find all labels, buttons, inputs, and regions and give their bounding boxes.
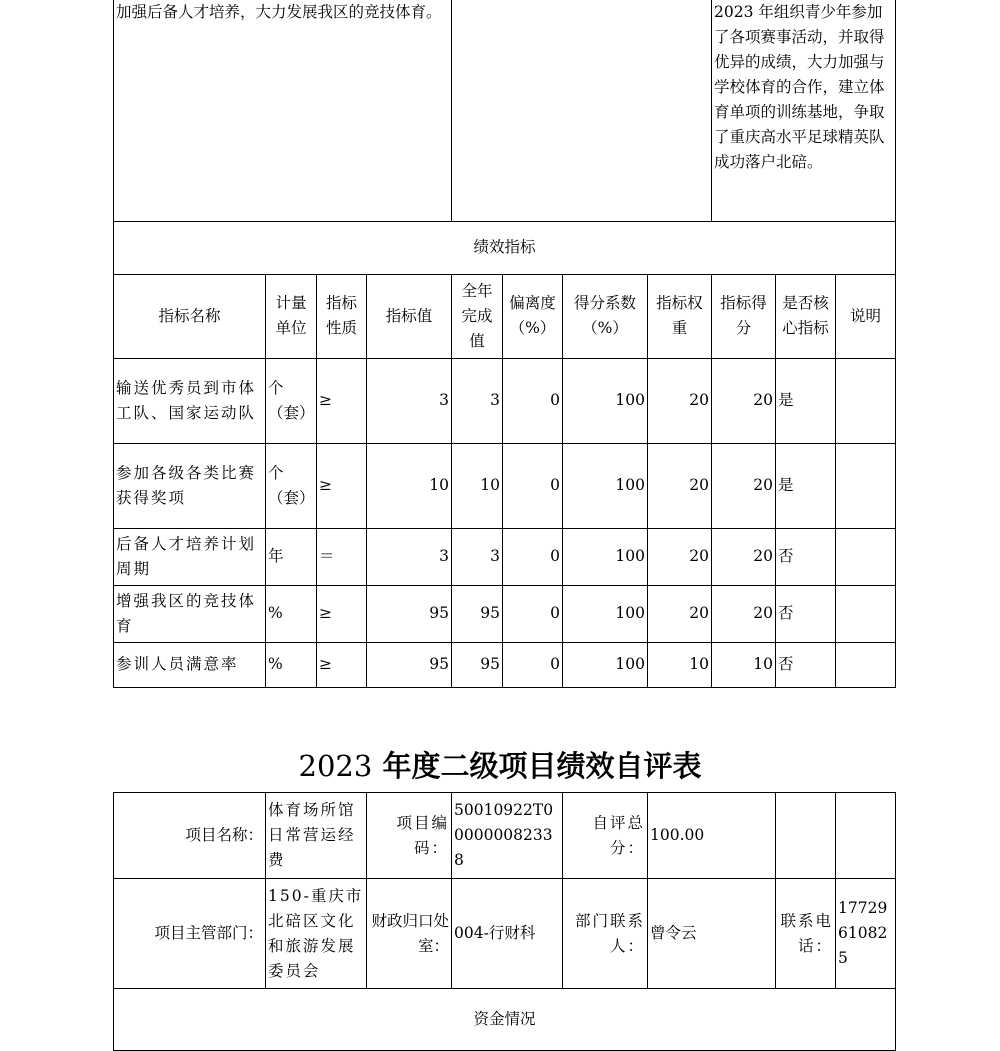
dept-value: 150-重庆市北碚区文化和旅游发展委员会 xyxy=(266,879,367,989)
empty-cell xyxy=(452,0,712,221)
table-row xyxy=(114,642,896,687)
row-name: 后备人才培养计划周期 xyxy=(114,528,266,585)
row-weight: 20 xyxy=(648,358,712,443)
table-row xyxy=(114,528,896,585)
row-score: 10 xyxy=(712,642,776,687)
row-weight: 10 xyxy=(648,642,712,687)
row-coef: 100 xyxy=(563,585,648,642)
form-title-year: 2023 xyxy=(298,749,373,783)
row-unit: 个（套） xyxy=(266,358,317,443)
row-score: 20 xyxy=(712,358,776,443)
row-coef: 100 xyxy=(563,358,648,443)
header-coef: 得分系数（%） xyxy=(563,274,648,358)
row-core: 否 xyxy=(776,585,836,642)
header-score: 指标得分 xyxy=(712,274,776,358)
row-weight: 20 xyxy=(648,585,712,642)
row-note xyxy=(836,585,896,642)
row-coef: 100 xyxy=(563,642,648,687)
row-nature: ＝ xyxy=(317,528,367,585)
row-weight: 20 xyxy=(648,528,712,585)
section-title-funds: 资金情况 xyxy=(114,989,896,1051)
table-row xyxy=(114,358,896,443)
row-core: 是 xyxy=(776,443,836,528)
row-actual: 10 xyxy=(452,443,503,528)
project-name-value: 体育场所馆日常营运经费 xyxy=(266,793,367,879)
form-title-text: 年度二级项目绩效自评表 xyxy=(382,749,702,783)
row-deviation: 0 xyxy=(503,528,563,585)
row-name: 增强我区的竞技体育 xyxy=(114,585,266,642)
row-target: 3 xyxy=(367,358,452,443)
row-nature: ≥ xyxy=(317,443,367,528)
row-unit: % xyxy=(266,642,317,687)
row-note xyxy=(836,358,896,443)
row-unit: 年 xyxy=(266,528,317,585)
row-coef: 100 xyxy=(563,443,648,528)
header-note: 说明 xyxy=(836,274,896,358)
row-score: 20 xyxy=(712,528,776,585)
header-core: 是否核心指标 xyxy=(776,274,836,358)
row-nature: ≥ xyxy=(317,642,367,687)
row-target: 3 xyxy=(367,528,452,585)
header-target: 指标值 xyxy=(367,274,452,358)
row-deviation: 0 xyxy=(503,443,563,528)
row-unit: % xyxy=(266,585,317,642)
goal-text-cell: 加强后备人才培养，大力发展我区的竞技体育。 xyxy=(114,0,452,221)
table-row xyxy=(114,585,896,642)
row-core: 否 xyxy=(776,528,836,585)
row-score: 20 xyxy=(712,585,776,642)
finance-value: 004-行财科 xyxy=(452,879,563,989)
self-score-label: 自评总分： xyxy=(563,793,648,879)
row-target: 10 xyxy=(367,443,452,528)
row-unit: 个（套） xyxy=(266,443,317,528)
empty-cell xyxy=(776,793,836,879)
row-nature: ≥ xyxy=(317,358,367,443)
header-unit: 计量单位 xyxy=(266,274,317,358)
row-actual: 95 xyxy=(452,642,503,687)
self-score-value: 100.00 xyxy=(648,793,776,879)
form-title xyxy=(0,744,1000,785)
section-title-performance: 绩效指标 xyxy=(114,221,896,274)
row-note xyxy=(836,642,896,687)
header-deviation: 偏离度（%） xyxy=(503,274,563,358)
dept-label: 项目主管部门： xyxy=(114,879,266,989)
header-name: 指标名称 xyxy=(114,274,266,358)
row-target: 95 xyxy=(367,642,452,687)
header-weight: 指标权重 xyxy=(648,274,712,358)
row-actual: 3 xyxy=(452,528,503,585)
contact-label: 部门联系人： xyxy=(563,879,648,989)
row-actual: 3 xyxy=(452,358,503,443)
phone-value: 17729610825 xyxy=(836,879,896,989)
row-target: 95 xyxy=(367,585,452,642)
row-coef: 100 xyxy=(563,528,648,585)
header-nature: 指标性质 xyxy=(317,274,367,358)
row-core: 是 xyxy=(776,358,836,443)
row-note xyxy=(836,528,896,585)
phone-label: 联系电话： xyxy=(776,879,836,989)
contact-value: 曾令云 xyxy=(648,879,776,989)
row-note xyxy=(836,443,896,528)
project-info-table xyxy=(113,792,896,1051)
row-name: 参训人员满意率 xyxy=(114,642,266,687)
project-code-label: 项目编码： xyxy=(367,793,452,879)
performance-indicator-table xyxy=(113,0,896,688)
row-name: 参加各级各类比赛获得奖项 xyxy=(114,443,266,528)
project-code-value: 50010922T000000082338 xyxy=(452,793,563,879)
empty-cell xyxy=(836,793,896,879)
row-name: 输送优秀员到市体工队、国家运动队 xyxy=(114,358,266,443)
row-deviation: 0 xyxy=(503,585,563,642)
table-header-row xyxy=(114,274,896,358)
project-name-label: 项目名称： xyxy=(114,793,266,879)
row-score: 20 xyxy=(712,443,776,528)
header-actual: 全年完成值 xyxy=(452,274,503,358)
row-deviation: 0 xyxy=(503,642,563,687)
table-row xyxy=(114,443,896,528)
row-weight: 20 xyxy=(648,443,712,528)
row-core: 否 xyxy=(776,642,836,687)
row-deviation: 0 xyxy=(503,358,563,443)
result-text-cell: 2023 年组织青少年参加了各项赛事活动，并取得优异的成绩，大力加强与学校体育的合作，建立体育单项的训练基地，争取了重庆高水平足球精英队成功落户北碚。 xyxy=(712,0,896,221)
row-nature: ≥ xyxy=(317,585,367,642)
finance-label: 财政归口处室： xyxy=(367,879,452,989)
row-actual: 95 xyxy=(452,585,503,642)
